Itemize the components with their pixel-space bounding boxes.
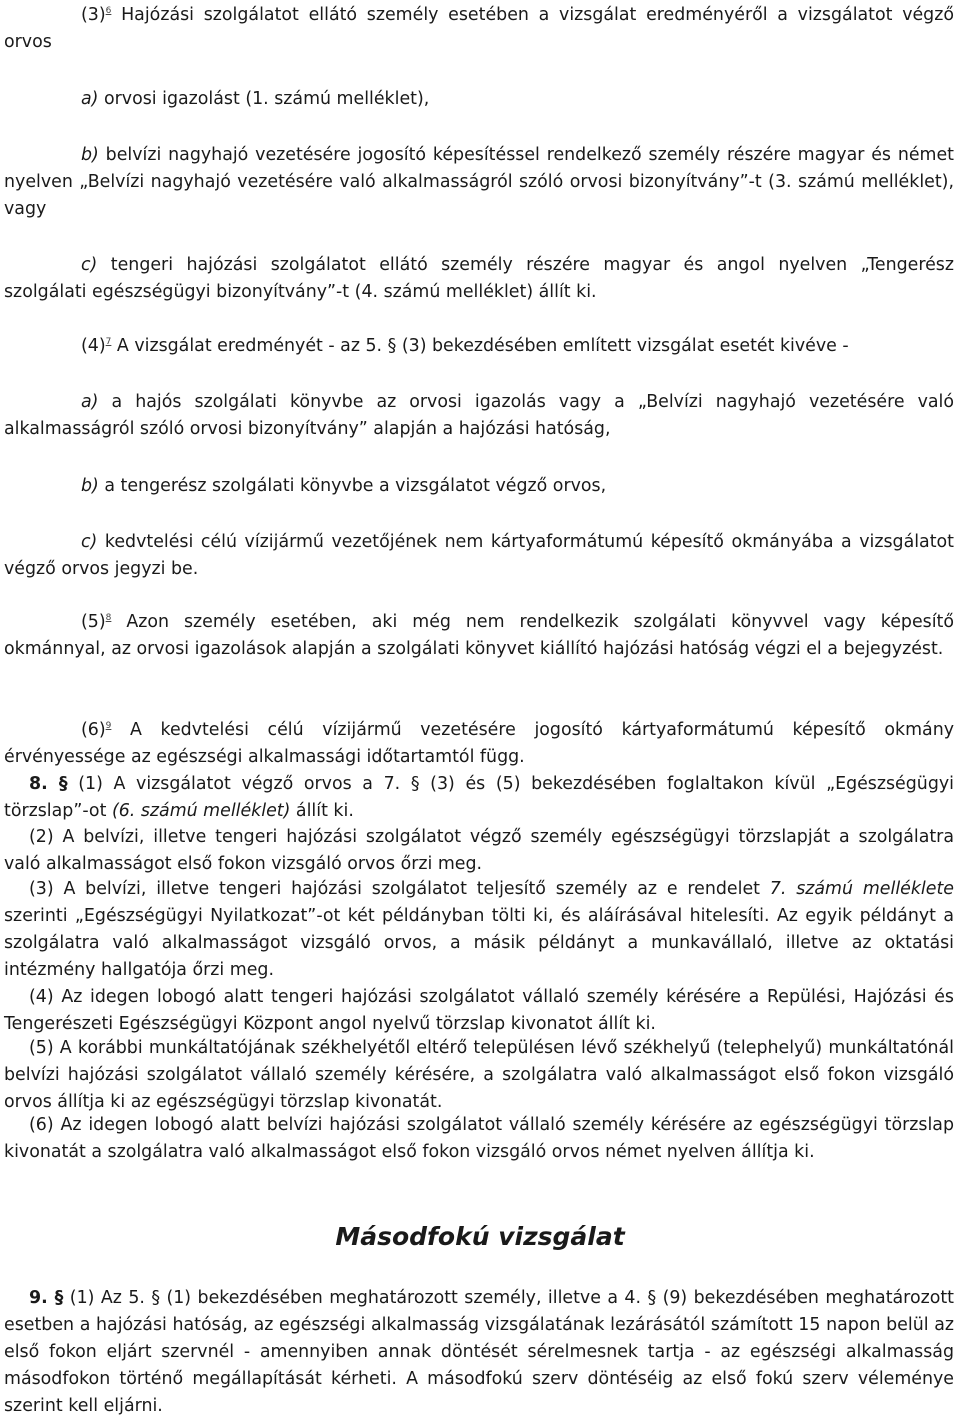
- para-number: (6): [81, 720, 106, 740]
- point-c-1: [4, 252, 954, 306]
- paragraph-5: [4, 609, 954, 663]
- para-text: (3) A belvízi, illetve tengeri hajózási szolgálatot teljesítő személy az e rendelet: [29, 879, 760, 899]
- section-heading: Másodfokú vizsgálat: [335, 1222, 625, 1251]
- para-text: (6) Az idegen lobogó alatt belvízi hajózási szolgálatot vállaló személy kérésére az egészségügyi törzslap kivonatát a szolgálatra való alkalmasságot első fokon vizsgáló orvos német nyelven állítja ki.: [4, 1115, 954, 1162]
- para-number: (4): [81, 336, 106, 356]
- para-text: (5) A korábbi munkáltatójának székhelyétől eltérő településen lévő székhelyű (telephelyű) munkáltatónál belvízi hajózási szolgálatot vállaló személy kérésére, a szolgálatra való alkalmasságot első fokon vizsgáló orvos állítja ki az egészségügyi törzslap kivonatát.: [4, 1038, 954, 1112]
- point-c-2: [4, 529, 954, 583]
- footnote-ref-6[interactable]: 6: [105, 6, 112, 16]
- paragraph-4: [4, 333, 954, 360]
- point-label: a): [81, 89, 99, 109]
- para-text: (4) Az idegen lobogó alatt tengeri hajózási szolgálatot vállaló személy kérésére a Repülési, Hajózási és Tengerészeti Egészségügyi Központ angol nyelvű törzslap kivonatot állít ki.: [4, 987, 954, 1034]
- point-text: kedvtelési célú vízijármű vezetőjének nem kártyaformátumú képesítő okmányába a vizsgálatot végző orvos jegyzi be.: [4, 532, 954, 579]
- section-9-paragraph-1: [4, 1285, 954, 1420]
- annex-reference: (6. számú melléklet): [111, 801, 291, 821]
- section-8-paragraph-2: [4, 824, 954, 878]
- point-text: orvosi igazolást (1. számú melléklet),: [103, 89, 430, 109]
- section-number: 9. §: [29, 1288, 64, 1308]
- point-text: a hajós szolgálati könyvbe az orvosi igazolás vagy a „Belvízi nagyhajó vezetésére való alkalmasságról szóló orvosi bizonyítvány” alapján a hajózási hatóság,: [4, 392, 955, 439]
- para-text: (2) A belvízi, illetve tengeri hajózási szolgálatot végző személy egészségügyi törzslapját a szolgálatra való alkalmasságot első fokon vizsgáló orvos őrzi meg.: [4, 827, 954, 874]
- section-number: 8. §: [29, 774, 68, 794]
- point-text: a tengerész szolgálati könyvbe a vizsgálatot végző orvos,: [104, 476, 607, 496]
- footnote-ref-8[interactable]: 8: [105, 613, 112, 623]
- paragraph-3: [4, 2, 954, 56]
- para-text: A kedvtelési célú vízijármű vezetésére jogosító kártyaformátumú képesítő okmány érvényessége az egészségi alkalmassági időtartamtól függ.: [4, 720, 955, 767]
- section-8-paragraph-6: [4, 1112, 954, 1166]
- point-a-1: [4, 86, 954, 113]
- point-label: b): [81, 476, 99, 496]
- section-8-paragraph-5: [4, 1035, 954, 1116]
- para-text: (1) A vizsgálatot végző orvos a 7. § (3) és (5) bekezdésében foglaltakon kívül „Egészségügyi törzslap”-ot: [4, 774, 954, 821]
- para-text: A vizsgálat eredményét - az 5. § (3) bekezdésében említett vizsgálat esetét kivéve -: [116, 336, 849, 356]
- annex-reference: 7. számú melléklete: [769, 879, 954, 899]
- para-text: Hajózási szolgálatot ellátó személy esetében a vizsgálat eredményéről a vizsgálatot végző orvos: [4, 5, 954, 52]
- para-text: szerinti „Egészségügyi Nyilatkozat”-ot két példányban tölti ki, és aláírásával hitelesíti. Az egyik példányt a szolgálatra való alkalmasságot vizsgáló orvos, a másik példányt a munkavállaló, illetve az oktatási intézmény hallgatója őrzi meg.: [4, 906, 954, 980]
- para-number: (5): [81, 612, 106, 632]
- para-text: állít ki.: [295, 801, 354, 821]
- footnote-ref-7[interactable]: 7: [105, 337, 112, 347]
- para-text: Azon személy esetében, aki még nem rendelkezik szolgálati könyvvel vagy képesítő okmánnyal, az orvosi igazolások alapján a szolgálati könyvet kiállító hajózási hatóság végzi el a bejegyzést.: [4, 612, 955, 659]
- paragraph-6: [4, 717, 954, 771]
- point-a-2: [4, 389, 954, 443]
- section-8-paragraph-4: [4, 984, 954, 1038]
- point-label: b): [81, 145, 99, 165]
- point-text: belvízi nagyhajó vezetésére jogosító képesítéssel rendelkező személy részére magyar és német nyelven „Belvízi nagyhajó vezetésére való alkalmasságról szóló orvosi bizonyítvány”-t (3. számú melléklet), vagy: [4, 145, 955, 219]
- para-number: (3): [81, 5, 106, 25]
- point-label: a): [81, 392, 99, 412]
- footnote-ref-9[interactable]: 9: [105, 721, 112, 731]
- point-label: c): [81, 255, 98, 275]
- point-text: tengeri hajózási szolgálatot ellátó személy részére magyar és angol nyelven „Tengerész szolgálati egészségügyi bizonyítvány”-t (4. számú melléklet) állít ki.: [4, 255, 954, 302]
- point-b-1: [4, 142, 954, 223]
- point-label: c): [81, 532, 98, 552]
- point-b-2: [4, 473, 954, 500]
- section-8-paragraph-1: [4, 771, 954, 825]
- para-text: (1) Az 5. § (1) bekezdésében meghatározott személy, illetve a 4. § (9) bekezdésében meghatározott esetben a hajózási hatóság, az egészségi alkalmasság vizsgálatának lezárásától számított 15 napon belül az első fokon eljárt szervnél - amennyiben annak döntését sérelmesnek tartja - az egészségi alkalmasság másodfokon történő megállapítását kérheti. A másodfokú szerv döntéséig az első fokú szerv véleménye szerint kell eljárni.: [4, 1288, 954, 1416]
- section-8-paragraph-3: [4, 876, 954, 984]
